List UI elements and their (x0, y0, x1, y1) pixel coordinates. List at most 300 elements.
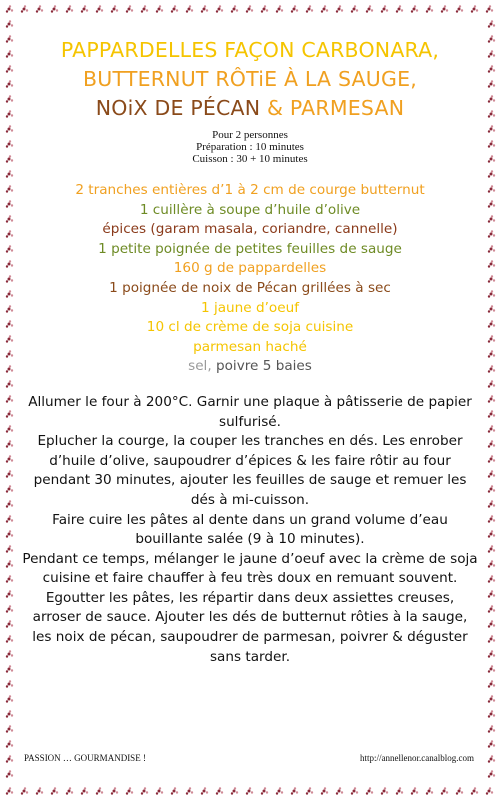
border-dot (6, 205, 8, 207)
border-dot (413, 8, 416, 11)
border-dot (490, 623, 493, 626)
border-dot (294, 787, 296, 789)
border-dot (488, 760, 490, 762)
border-dot (11, 189, 13, 191)
border-dot (9, 440, 11, 442)
border-dot (11, 219, 13, 221)
border-dot (338, 790, 341, 793)
border-dot (84, 787, 86, 789)
instruction-step: Faire cuire les pâtes al dente dans un grand volume d’eau bouillante salée (9 à 10 minutes). (52, 511, 448, 548)
border-dot (9, 650, 11, 652)
border-dot (309, 5, 311, 7)
border-dot (493, 249, 495, 251)
border-dot (6, 685, 8, 687)
border-dot (6, 775, 8, 777)
border-dot (369, 787, 371, 789)
border-dot (489, 787, 491, 789)
border-dot (141, 10, 143, 12)
border-dot (384, 5, 386, 7)
border-dot (218, 790, 221, 793)
border-dot (490, 23, 493, 26)
border-dot (11, 519, 13, 521)
border-dot (326, 791, 328, 793)
border-dot (490, 128, 493, 131)
border-dot (491, 575, 493, 577)
border-dot (11, 791, 13, 793)
border-dot (401, 9, 403, 11)
border-dot (261, 792, 263, 794)
border-dot (156, 792, 158, 794)
border-dot (490, 548, 493, 551)
border-dot (490, 728, 493, 731)
border-dot (101, 791, 103, 793)
border-dot (488, 625, 490, 627)
border-dot (493, 594, 495, 596)
border-dot (490, 233, 493, 236)
border-dot (113, 8, 116, 11)
border-dot (189, 5, 191, 7)
border-dot (493, 369, 495, 371)
border-dot (416, 791, 418, 793)
ingredient-item (20, 357, 480, 377)
border-dot (6, 655, 8, 657)
border-dot (6, 220, 8, 222)
border-dot (128, 790, 131, 793)
border-dot (493, 114, 495, 116)
border-dot (294, 5, 296, 7)
border-dot (490, 143, 493, 146)
border-dot (11, 279, 13, 281)
border-dot (383, 790, 386, 793)
border-dot (493, 144, 495, 146)
border-dot (219, 787, 221, 789)
border-dot (9, 545, 11, 547)
border-dot (413, 790, 416, 793)
border-dot (354, 787, 356, 789)
border-dot (491, 380, 493, 382)
border-dot (6, 475, 8, 477)
ingredient-item (20, 338, 480, 358)
border-dot (281, 791, 283, 793)
border-dot (11, 69, 13, 71)
border-dot (116, 9, 118, 11)
border-dot (488, 250, 490, 252)
border-dot (86, 791, 88, 793)
border-dot (488, 325, 490, 327)
border-dot (386, 9, 388, 11)
border-dot (6, 265, 8, 267)
ingredient-text: poivre 5 baies (211, 358, 312, 375)
border-dot (11, 624, 13, 626)
border-dot (293, 8, 296, 11)
border-dot (493, 204, 495, 206)
border-dot (490, 668, 493, 671)
title-segment: & PARMESAN (260, 96, 405, 120)
border-dot (204, 787, 206, 789)
border-dot (6, 370, 8, 372)
border-dot (493, 129, 495, 131)
border-dot (383, 8, 386, 11)
border-dot (113, 790, 116, 793)
border-dot (488, 745, 490, 747)
ingredient-item (20, 259, 480, 279)
border-dot (493, 504, 495, 506)
border-dot (11, 144, 13, 146)
border-dot (490, 68, 493, 71)
instruction-step: Egoutter les pâtes, les répartir dans deux assiettes creuses, arroser de sauce. Ajouter les dés de butternut rôties à la sauge, les noix de pécan, saupoudrer de parmesan, poivrer & déguster sans tarder. (32, 589, 468, 665)
border-dot (308, 790, 311, 793)
border-dot (339, 787, 341, 789)
border-dot (490, 503, 493, 506)
border-dot (9, 230, 11, 232)
title-line (20, 94, 480, 123)
border-dot (488, 535, 490, 537)
border-dot (491, 755, 493, 757)
border-dot (9, 185, 11, 187)
border-dot (476, 9, 478, 11)
border-dot (11, 459, 13, 461)
border-dot (9, 770, 11, 772)
border-dot (161, 9, 163, 11)
border-dot (9, 575, 11, 577)
title-line (20, 65, 480, 94)
border-dot (11, 399, 13, 401)
border-dot (446, 791, 448, 793)
border-dot (291, 792, 293, 794)
border-dot (234, 787, 236, 789)
border-dot (369, 5, 371, 7)
border-dot (491, 680, 493, 682)
title-segment: NOiX DE PÉCAN (95, 96, 261, 120)
border-dot (490, 53, 493, 56)
border-dot (146, 9, 148, 11)
border-dot (491, 305, 493, 307)
border-dot (24, 787, 26, 789)
border-dot (231, 10, 233, 12)
border-dot (11, 654, 13, 656)
border-dot (11, 759, 13, 761)
border-dot (493, 684, 495, 686)
border-dot (474, 5, 476, 7)
border-dot (493, 294, 495, 296)
border-dot (491, 245, 493, 247)
border-dot (493, 54, 495, 56)
border-dot (201, 792, 203, 794)
border-dot (493, 609, 495, 611)
border-dot (156, 10, 158, 12)
border-dot (9, 200, 11, 202)
border-dot (493, 429, 495, 431)
border-dot (246, 792, 248, 794)
border-dot (9, 140, 11, 142)
border-dot (11, 159, 13, 161)
border-dot (491, 50, 493, 52)
border-dot (336, 792, 338, 794)
border-dot (493, 39, 495, 41)
border-dot (236, 791, 238, 793)
border-dot (489, 5, 491, 7)
border-dot (8, 473, 11, 476)
border-dot (488, 55, 490, 57)
border-dot (459, 5, 461, 7)
border-dot (491, 140, 493, 142)
border-dot (493, 354, 495, 356)
ingredient-text: 1 petite poignée de petites feuilles de sauge (98, 240, 402, 257)
ingredient-text: 160 g de pappardelles (173, 260, 327, 277)
border-dot (6, 100, 8, 102)
border-dot (143, 8, 146, 11)
border-dot (6, 235, 8, 237)
border-dot (9, 755, 11, 757)
border-dot (8, 278, 11, 281)
border-dot (490, 638, 493, 641)
border-dot (8, 518, 11, 521)
border-dot (216, 10, 218, 12)
border-dot (444, 5, 446, 7)
border-dot (41, 791, 43, 793)
border-dot (488, 520, 490, 522)
border-dot (351, 792, 353, 794)
border-dot (9, 155, 11, 157)
border-dot (488, 655, 490, 657)
border-dot (9, 620, 11, 622)
border-dot (491, 185, 493, 187)
border-dot (493, 579, 495, 581)
border-dot (493, 384, 495, 386)
border-dot (23, 8, 26, 11)
border-dot (6, 145, 8, 147)
border-dot (11, 354, 13, 356)
border-dot (428, 8, 431, 11)
border-dot (11, 684, 13, 686)
cook-time-text: Cuisson : 30 + 10 minutes (192, 153, 308, 165)
border-dot (191, 9, 193, 11)
border-dot (81, 10, 83, 12)
border-dot (8, 308, 11, 311)
border-dot (8, 338, 11, 341)
border-dot (201, 10, 203, 12)
border-dot (491, 155, 493, 157)
border-dot (381, 792, 383, 794)
border-dot (493, 324, 495, 326)
border-dot (276, 10, 278, 12)
border-dot (429, 787, 431, 789)
border-dot (174, 787, 176, 789)
ingredient-text: sel, (188, 358, 212, 375)
border-dot (11, 609, 13, 611)
border-dot (129, 787, 131, 789)
border-dot (491, 335, 493, 337)
border-dot (488, 160, 490, 162)
footer-url[interactable]: http://annellenor.canalblog.com (360, 753, 474, 763)
border-dot (488, 475, 490, 477)
border-dot (24, 5, 26, 7)
border-dot (11, 174, 13, 176)
border-dot (8, 713, 11, 716)
border-dot (233, 8, 236, 11)
border-dot (490, 443, 493, 446)
border-dot (56, 9, 58, 11)
border-dot (306, 792, 308, 794)
border-dot (6, 625, 8, 627)
border-dot (6, 40, 8, 42)
border-dot (206, 791, 208, 793)
border-dot (488, 415, 490, 417)
border-dot (9, 305, 11, 307)
border-dot (490, 578, 493, 581)
border-dot (54, 787, 56, 789)
border-dot (6, 792, 8, 794)
border-dot (9, 275, 11, 277)
border-dot (490, 188, 493, 191)
border-dot (491, 200, 493, 202)
border-dot (490, 248, 493, 251)
border-dot (206, 9, 208, 11)
border-dot (11, 714, 13, 716)
border-dot (490, 428, 493, 431)
border-dot (114, 5, 116, 7)
border-dot (493, 624, 495, 626)
border-dot (399, 787, 401, 789)
border-dot (6, 745, 8, 747)
border-dot (491, 740, 493, 742)
border-dot (493, 339, 495, 341)
border-dot (488, 100, 490, 102)
border-dot (488, 130, 490, 132)
border-dot (6, 550, 8, 552)
border-dot (11, 114, 13, 116)
ingredients-list (20, 181, 480, 377)
border-dot (493, 234, 495, 236)
border-dot (488, 640, 490, 642)
border-dot (490, 488, 493, 491)
border-dot (356, 9, 358, 11)
border-dot (493, 759, 495, 761)
border-dot (6, 325, 8, 327)
ingredient-item (20, 181, 480, 201)
border-dot (491, 290, 493, 292)
border-dot (11, 84, 13, 86)
border-dot (281, 9, 283, 11)
border-dot (8, 128, 11, 131)
border-dot (366, 10, 368, 12)
border-dot (324, 787, 326, 789)
border-dot (488, 595, 490, 597)
border-dot (493, 654, 495, 656)
border-dot (6, 610, 8, 612)
border-dot (219, 5, 221, 7)
border-dot (6, 190, 8, 192)
border-dot (8, 113, 11, 116)
border-dot (11, 564, 13, 566)
border-dot (490, 113, 493, 116)
border-dot (9, 110, 11, 112)
border-dot (488, 265, 490, 267)
border-dot (66, 10, 68, 12)
border-dot (491, 110, 493, 112)
border-dot (491, 35, 493, 37)
border-dot (491, 515, 493, 517)
border-dot (158, 790, 161, 793)
border-dot (368, 790, 371, 793)
border-dot (11, 9, 13, 11)
border-dot (11, 369, 13, 371)
border-dot (493, 309, 495, 311)
border-dot (428, 790, 431, 793)
border-dot (69, 787, 71, 789)
border-dot (8, 383, 11, 386)
border-dot (11, 699, 13, 701)
border-dot (216, 792, 218, 794)
ingredient-item (20, 299, 480, 319)
border-dot (68, 790, 71, 793)
border-dot (488, 280, 490, 282)
border-dot (234, 5, 236, 7)
border-dot (429, 5, 431, 7)
border-dot (11, 24, 13, 26)
border-dot (116, 791, 118, 793)
border-dot (6, 130, 8, 132)
border-dot (311, 9, 313, 11)
border-dot (8, 668, 11, 671)
border-dot (8, 578, 11, 581)
border-dot (141, 792, 143, 794)
border-dot (11, 639, 13, 641)
footer-slogan: PASSION … GOURMANDISE ! (24, 753, 146, 763)
border-dot (411, 10, 413, 12)
border-dot (276, 792, 278, 794)
border-dot (441, 10, 443, 12)
border-dot (293, 790, 296, 793)
border-dot (96, 10, 98, 12)
border-dot (488, 670, 490, 672)
border-dot (278, 8, 281, 11)
border-dot (490, 323, 493, 326)
border-dot (218, 8, 221, 11)
border-dot (264, 5, 266, 7)
border-dot (493, 714, 495, 716)
border-dot (266, 9, 268, 11)
border-dot (221, 791, 223, 793)
instruction-step: Pendant ce temps, mélanger le jaune d’oeuf avec la crème de soja cuisine et faire chauffer à feu très doux en remuant souvent. (22, 550, 478, 587)
border-dot (9, 260, 11, 262)
border-dot (8, 728, 11, 731)
border-dot (488, 355, 490, 357)
border-dot (488, 145, 490, 147)
border-dot (11, 534, 13, 536)
border-dot (311, 791, 313, 793)
border-dot (493, 639, 495, 641)
border-dot (488, 700, 490, 702)
border-dot (26, 9, 28, 11)
border-dot (491, 425, 493, 427)
border-dot (9, 320, 11, 322)
border-dot (490, 158, 493, 161)
border-dot (9, 485, 11, 487)
border-dot (251, 9, 253, 11)
border-dot (8, 38, 11, 41)
border-dot (144, 5, 146, 7)
ingredient-text: parmesan haché (193, 338, 307, 355)
border-dot (9, 170, 11, 172)
border-dot (9, 695, 11, 697)
border-dot (11, 339, 13, 341)
border-dot (426, 10, 428, 12)
border-dot (186, 10, 188, 12)
instruction-step: Allumer le four à 200°C. Garnir une plaque à pâtisserie de papier sulfurisé. (28, 393, 472, 430)
border-dot (144, 787, 146, 789)
border-dot (488, 610, 490, 612)
